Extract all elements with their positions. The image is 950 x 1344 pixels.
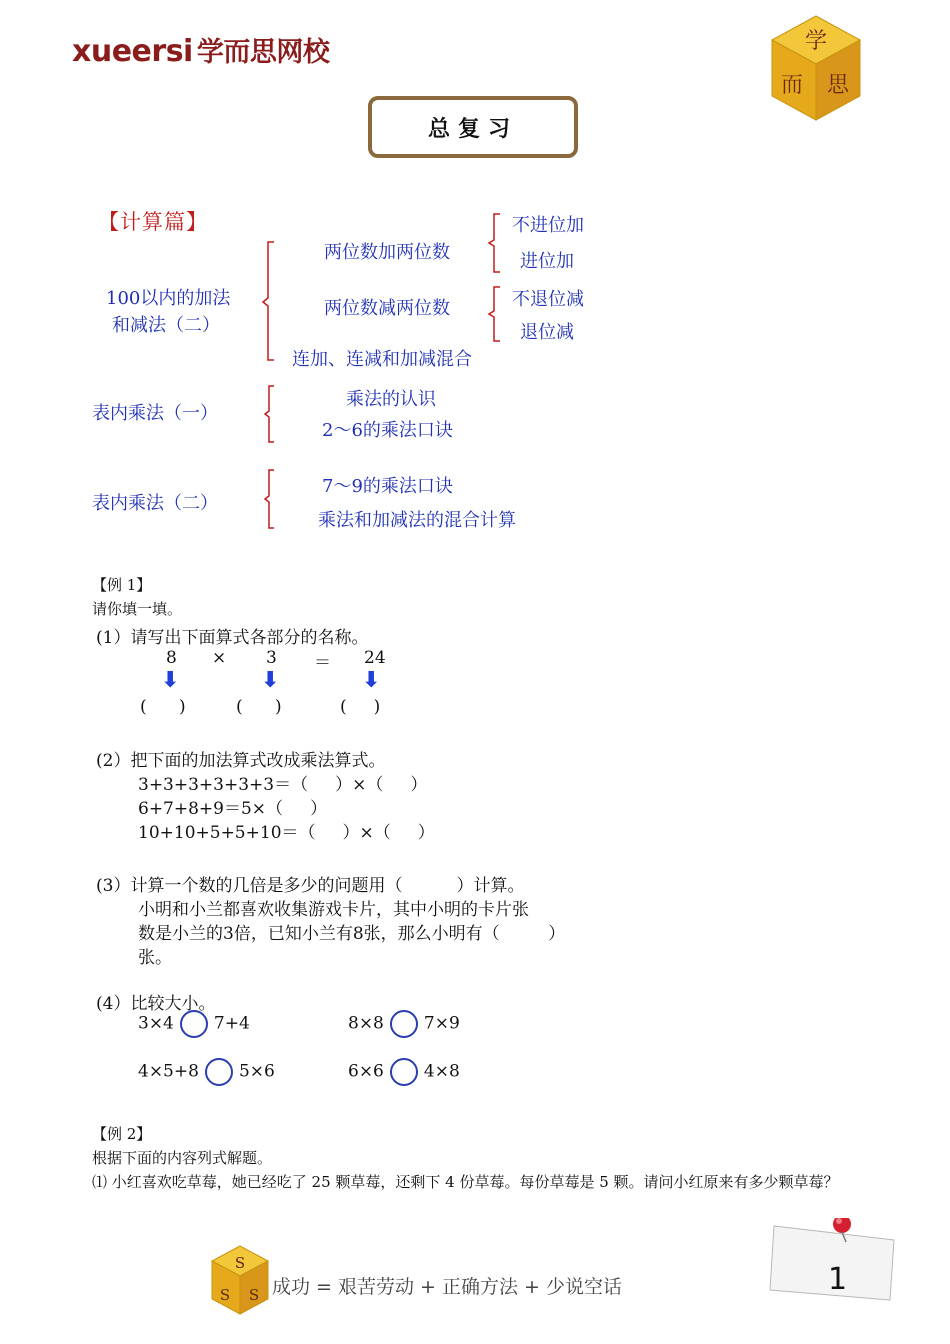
p2-line-2[interactable]: 6+7+8+9＝5×（ ）: [138, 799, 328, 819]
group1-sub: 两位数减两位数: [324, 298, 450, 319]
page-number: 1: [828, 1262, 848, 1297]
footer-slogan: 成功 = 艰苦劳动 + 正确方法 + 少说空话: [272, 1276, 622, 1298]
svg-text:S: S: [248, 1286, 260, 1304]
example2-heading: 【例 2】: [92, 1125, 152, 1143]
eq-operand-1: 8: [166, 648, 177, 668]
cube-char-1: 学: [804, 29, 828, 54]
add-brace: [488, 212, 502, 274]
compare-row: [348, 1058, 460, 1086]
group1-mixed: 连加、连减和加减混合: [292, 349, 472, 370]
page-title: 总复习: [368, 96, 578, 158]
p3-line-2[interactable]: 数是小兰的3倍，已知小兰有8张，那么小明有（ ）: [138, 924, 566, 944]
example1-instruction: 请你填一填。: [92, 600, 183, 618]
group1-label-line2: 和减法（二）: [112, 315, 220, 336]
compare-right: 4×8: [423, 1061, 460, 1082]
compare-circle[interactable]: [205, 1058, 233, 1086]
compare-circle[interactable]: [390, 1010, 418, 1038]
eq-operand-2: 3: [266, 648, 277, 668]
group2-item-2: 2～6的乘法口诀: [322, 420, 453, 441]
sub-item-1: 不退位减: [512, 289, 584, 310]
blank-product[interactable]: ( ): [340, 697, 381, 717]
group1-add: 两位数加两位数: [324, 242, 450, 263]
eq-result: 24: [364, 648, 386, 668]
example2-problem-1: ⑴ 小红喜欢吃草莓，她已经吃了 25 颗草莓，还剩下 4 份草莓。每份草莓是 5 颗。请问小红原来有多少颗草莓？: [92, 1173, 839, 1191]
arrow-down-icon: ⬇: [362, 668, 381, 693]
arrow-down-icon: ⬇: [161, 668, 180, 693]
p1-question: (1）请写出下面算式各部分的名称。: [96, 628, 369, 648]
compare-right: 5×6: [238, 1061, 275, 1082]
add-item-1: 不进位加: [512, 215, 584, 236]
sub-item-2: 退位减: [520, 322, 574, 343]
p4-question: (4）比较大小。: [96, 994, 216, 1014]
example2-instruction: 根据下面的内容列式解题。: [92, 1149, 273, 1167]
sub-brace: [488, 285, 502, 343]
p2-line-3[interactable]: 10+10+5+5+10＝（ ）×（ ）: [138, 823, 435, 843]
group3-label: 表内乘法（二）: [92, 493, 218, 514]
svg-text:S: S: [219, 1286, 231, 1304]
calc-heading: 【计算篇】: [98, 210, 208, 234]
p2-line-1[interactable]: 3+3+3+3+3+3＝（ ）×（ ）: [138, 775, 428, 795]
group3-item-2: 乘法和加减法的混合计算: [318, 510, 516, 531]
brand-logo: [72, 30, 329, 69]
cube-char-3: 思: [826, 73, 850, 98]
group1-brace: [262, 240, 276, 362]
compare-left: 3×4: [138, 1013, 174, 1034]
group2-item-1: 乘法的认识: [346, 389, 436, 410]
compare-row: [138, 1058, 275, 1086]
compare-circle[interactable]: [390, 1058, 418, 1086]
group2-brace: [264, 384, 276, 444]
p3-line-1: 小明和小兰都喜欢收集游戏卡片，其中小明的卡片张: [138, 900, 529, 920]
cube-char-2: 而: [780, 73, 804, 98]
compare-right: 7+4: [213, 1013, 250, 1034]
compare-left: 8×8: [348, 1013, 384, 1034]
logo-en: xueersi: [72, 34, 193, 69]
blank-factor-1[interactable]: ( ): [140, 697, 186, 717]
compare-right: 7×9: [423, 1013, 460, 1034]
eq-times: ×: [212, 648, 227, 668]
group2-label: 表内乘法（一）: [92, 403, 218, 424]
blank-factor-2[interactable]: ( ): [236, 697, 282, 717]
example1-heading: 【例 1】: [92, 576, 152, 594]
p3-line-3: 张。: [138, 948, 172, 968]
group3-item-1: 7～9的乘法口诀: [322, 476, 453, 497]
compare-circle[interactable]: [180, 1010, 208, 1038]
compare-row: [138, 1010, 250, 1038]
footer-cube-icon: [210, 1244, 270, 1316]
p2-question: (2）把下面的加法算式改成乘法算式。: [96, 751, 386, 771]
p3-question[interactable]: (3）计算一个数的几倍是多少的问题用（ ）计算。: [96, 876, 525, 896]
svg-text:S: S: [234, 1254, 246, 1272]
compare-left: 6×6: [348, 1061, 384, 1082]
compare-row: [348, 1010, 460, 1038]
cube-logo-icon: [768, 12, 864, 124]
group1-label-line1: 100以内的加法: [106, 288, 231, 309]
eq-equals: ＝: [314, 653, 331, 673]
add-item-2: 进位加: [520, 251, 574, 272]
compare-left: 4×5+8: [138, 1061, 199, 1082]
group3-brace: [264, 468, 276, 530]
logo-cn: 学而思网校: [196, 37, 330, 68]
arrow-down-icon: ⬇: [261, 668, 280, 693]
